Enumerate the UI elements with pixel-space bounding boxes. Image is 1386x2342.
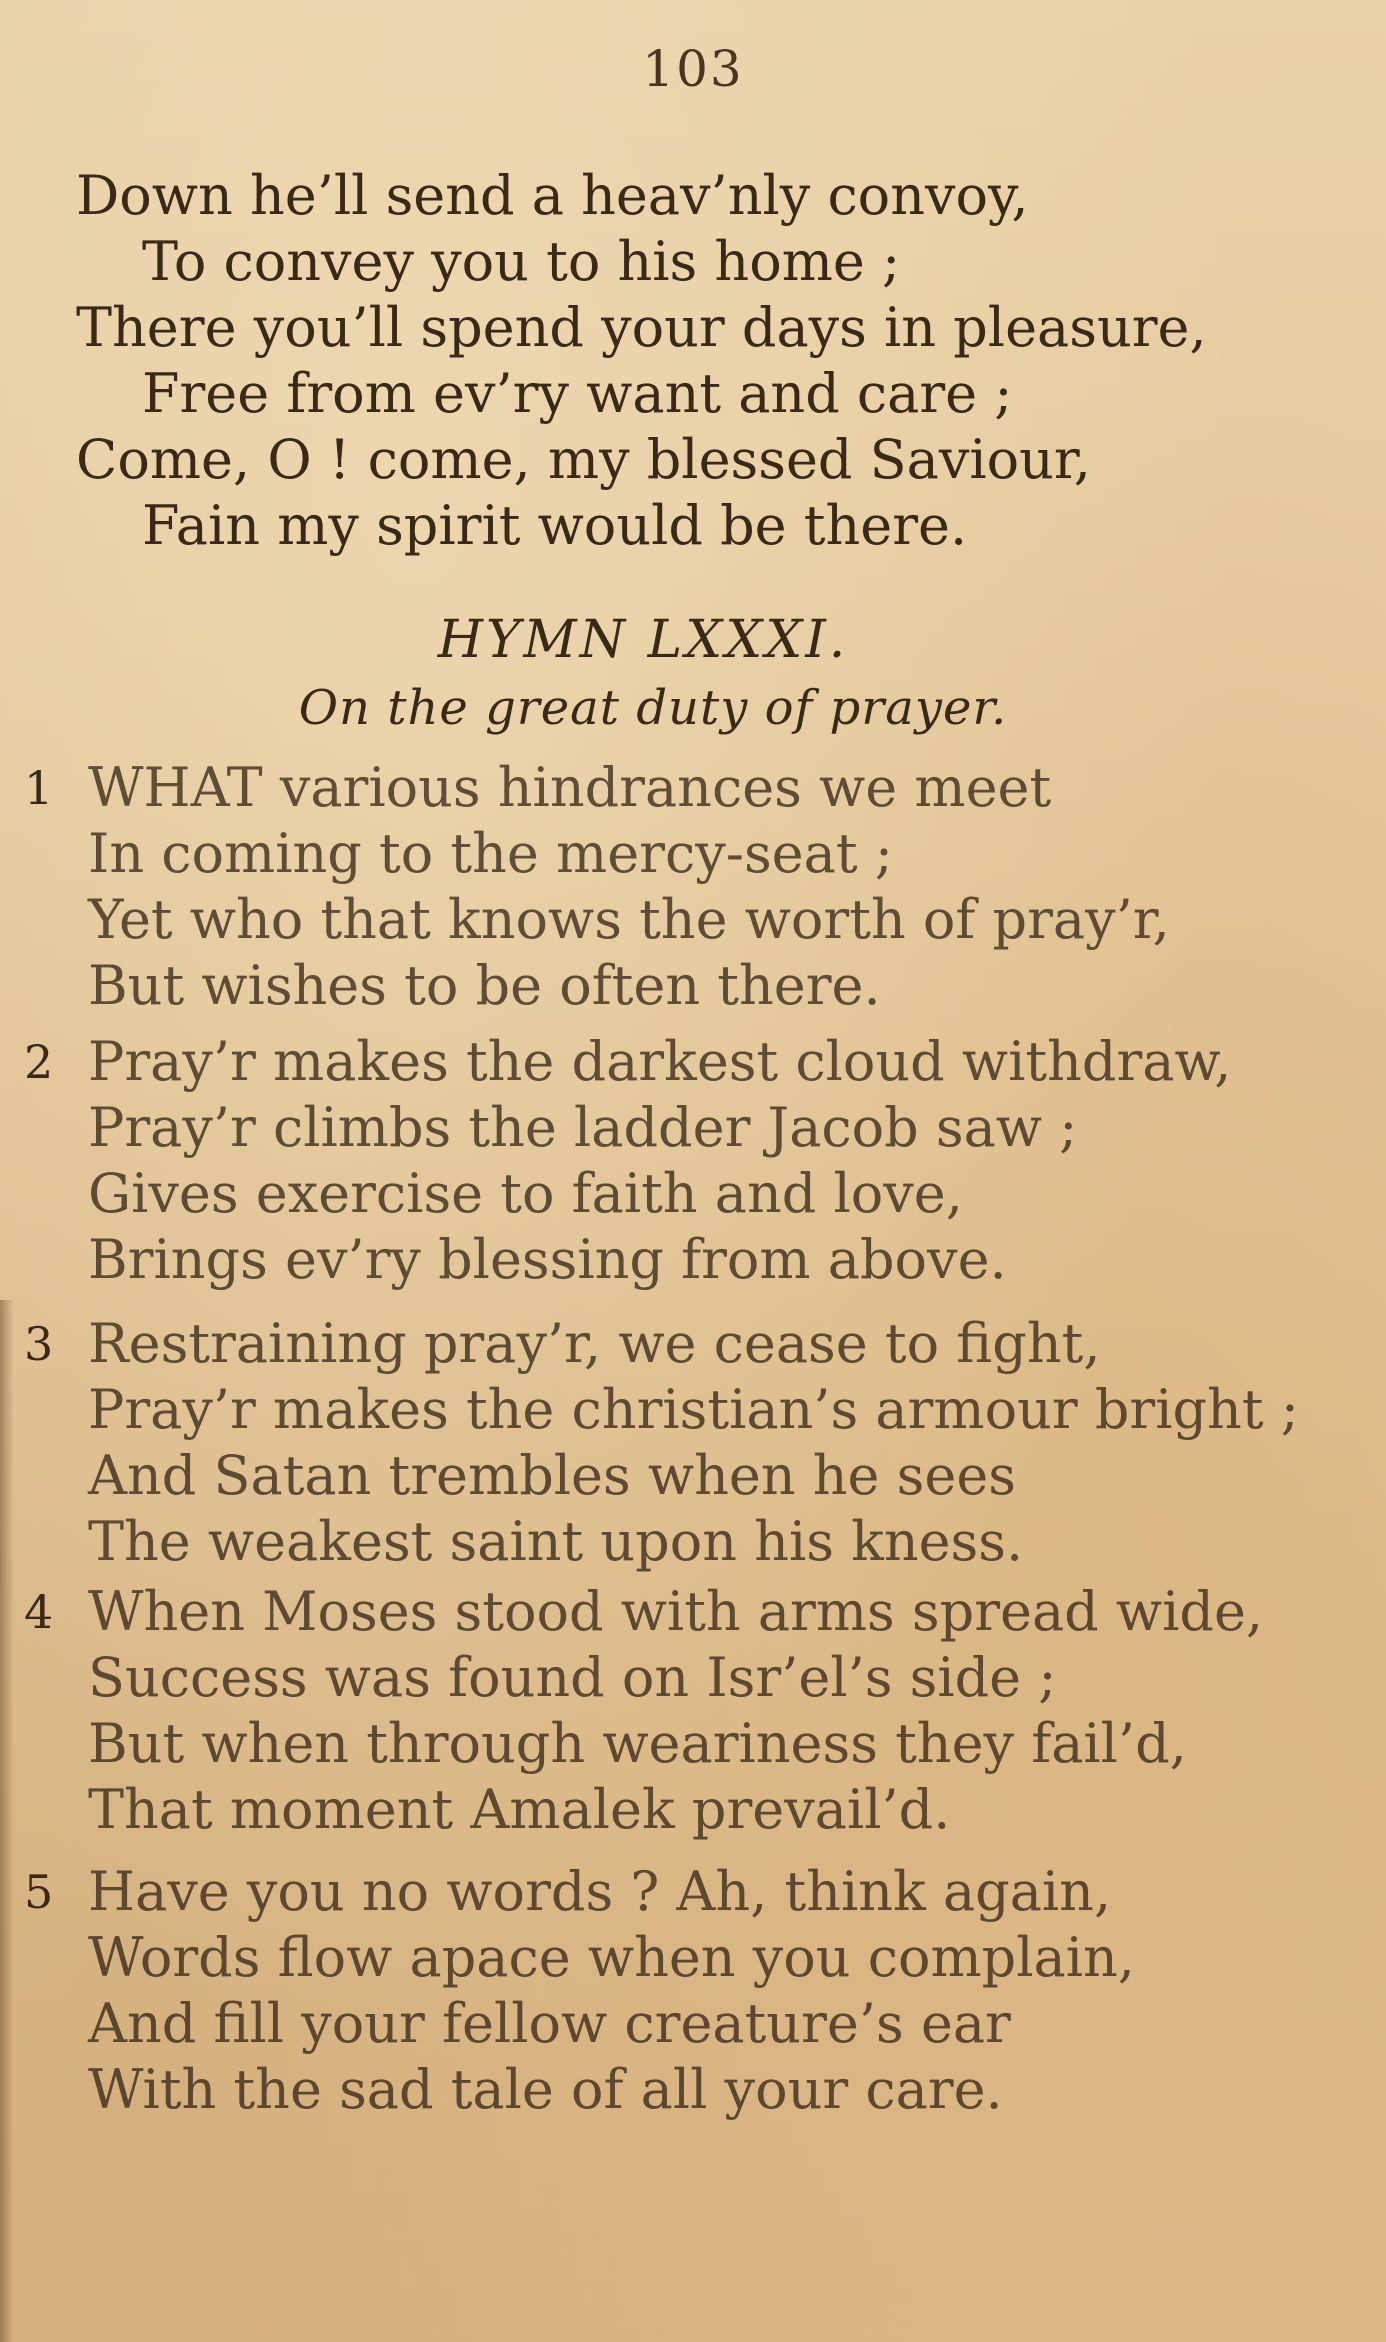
verse-line: Pray’r makes the darkest cloud withdraw,	[88, 1030, 1232, 1093]
verse-line: Success was found on Isr’el’s side ;	[88, 1646, 1057, 1709]
verse-number: 4	[24, 1585, 54, 1639]
verse-line: Pray’r makes the christian’s armour bright ;	[88, 1378, 1299, 1441]
stanza-line: Fain my spirit would be there.	[142, 494, 968, 557]
stanza-line: Free from ev’ry want and care ;	[142, 362, 1013, 425]
verse-number: 5	[24, 1865, 54, 1919]
verse-line: But wishes to be often there.	[88, 954, 881, 1017]
verse-line: Yet who that knows the worth of pray’r,	[88, 888, 1170, 951]
verse-number: 1	[24, 761, 54, 815]
verse-line: With the sad tale of all your care.	[88, 2058, 1003, 2121]
verse-line: But when through weariness they fail’d,	[88, 1712, 1187, 1775]
hymn-subtitle: On the great duty of prayer.	[298, 680, 1008, 736]
stanza-line: Down he’ll send a heav’nly convoy,	[76, 164, 1029, 227]
verse-line: The weakest saint upon his kness.	[88, 1510, 1024, 1573]
stanza-line: There you’ll spend your days in pleasure,	[76, 296, 1207, 359]
verse-line: And fill your fellow creature’s ear	[88, 1992, 1011, 2055]
page-spine-shadow	[0, 1300, 14, 2342]
verse-line: That moment Amalek prevail’d.	[88, 1778, 951, 1841]
verse-line: In coming to the mercy-seat ;	[88, 822, 893, 885]
stanza-line: Come, O ! come, my blessed Saviour,	[76, 428, 1091, 491]
verse-line: Restraining pray’r, we cease to fight,	[88, 1312, 1101, 1375]
verse-line: Gives exercise to faith and love,	[88, 1162, 963, 1225]
verse-line: Words flow apace when you complain,	[88, 1926, 1135, 1989]
stanza-line: To convey you to his home ;	[142, 230, 901, 293]
verse-number: 2	[24, 1035, 54, 1089]
verse-line: Pray’r climbs the ladder Jacob saw ;	[88, 1096, 1078, 1159]
page-number: 103	[642, 40, 744, 98]
verse-line: When Moses stood with arms spread wide,	[88, 1580, 1264, 1643]
hymn-title: HYMN LXXXI.	[437, 610, 849, 670]
verse-line: And Satan trembles when he sees	[88, 1444, 1017, 1507]
verse-number: 3	[24, 1317, 54, 1371]
verse-line: Have you no words ? Ah, think again,	[88, 1860, 1112, 1923]
verse-line: WHAT various hindrances we meet	[88, 756, 1052, 819]
verse-line: Brings ev’ry blessing from above.	[88, 1228, 1007, 1291]
